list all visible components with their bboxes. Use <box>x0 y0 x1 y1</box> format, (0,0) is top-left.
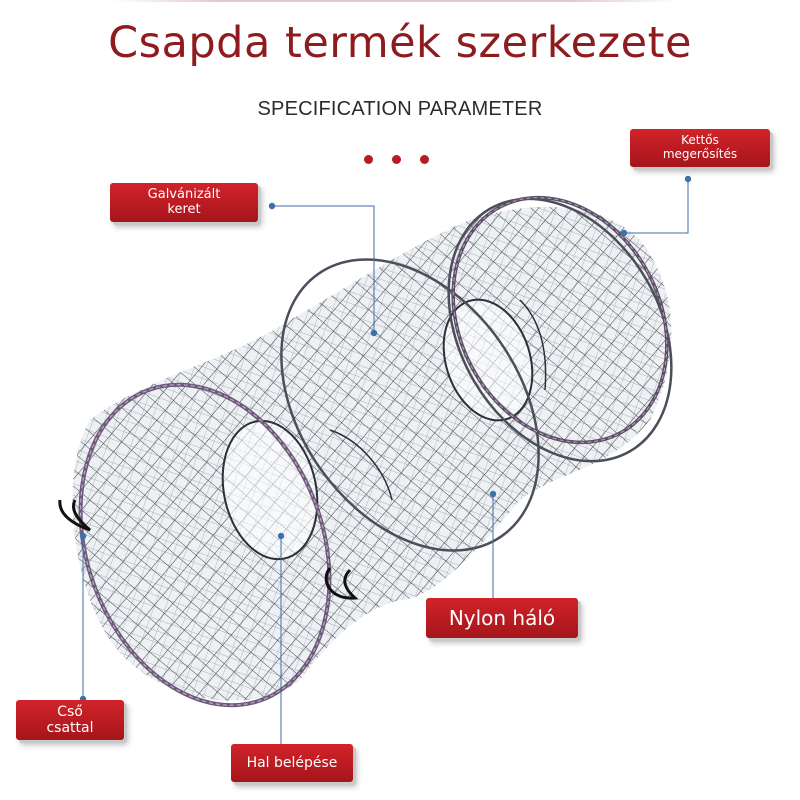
label-galvanized-frame: Galvánizált keret <box>110 183 258 222</box>
page-subtitle: SPECIFICATION PARAMETER <box>257 98 543 120</box>
label-fish-entrance: Hal belépése <box>231 744 353 782</box>
label-tube-buckle: Cső csattal <box>16 700 124 740</box>
net-body <box>0 150 800 750</box>
label-nylon-net: Nylon háló <box>426 598 578 638</box>
label-double-reinforcement: Kettős megerősítés <box>630 129 770 167</box>
leader-line-reinforcement <box>624 179 688 233</box>
page-title: Csapda termék szerkezete <box>108 18 692 68</box>
